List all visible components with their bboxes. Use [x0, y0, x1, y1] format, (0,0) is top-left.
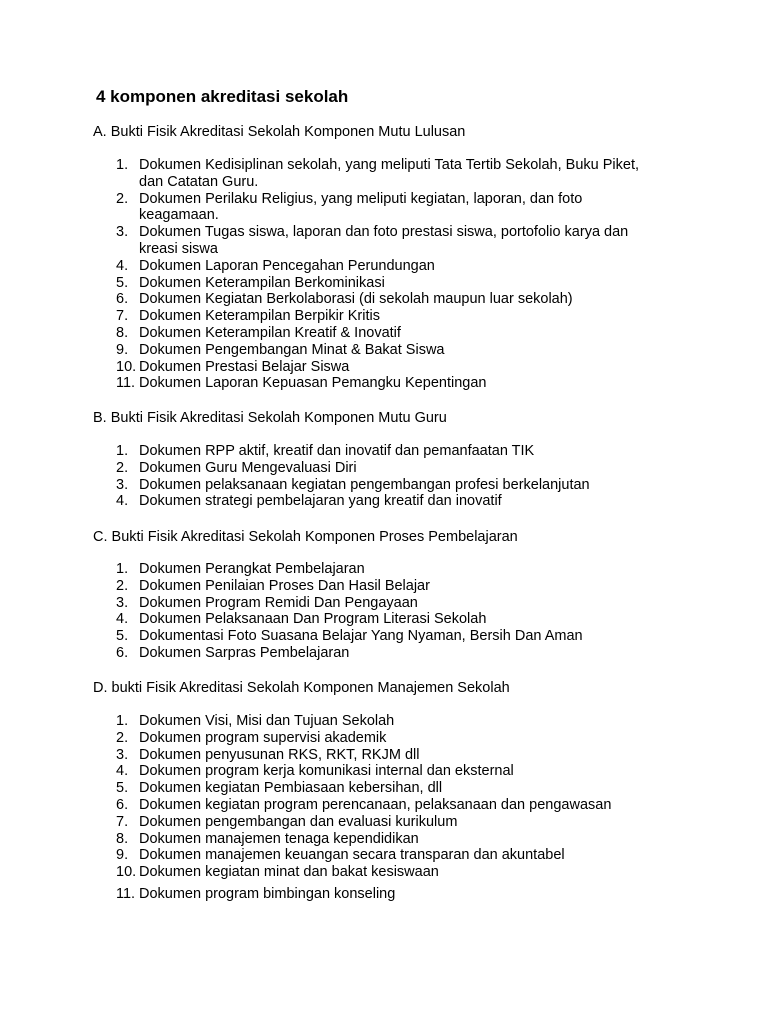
- item-number: 11.: [116, 375, 136, 392]
- item-number: 9.: [116, 341, 129, 358]
- item-number: 6.: [116, 644, 129, 661]
- item-text: Dokumen program bimbingan konseling: [139, 885, 396, 902]
- item-text: Dokumen manajemen tenaga kependidikan: [139, 830, 419, 847]
- item-text: Dokumen manajemen keuangan secara transparan dan akuntabel: [139, 847, 565, 864]
- list-item: [0, 578, 768, 595]
- item-text: Dokumen Keterampilan Kreatif & Inovatif: [139, 324, 401, 341]
- item-text: Dokumen Kegiatan Berkolaborasi (di sekolah maupun luar sekolah): [139, 291, 573, 308]
- list-item: [0, 831, 768, 848]
- list-item: [0, 561, 768, 578]
- item-text: Dokumen pengembangan dan evaluasi kurikulum: [139, 813, 458, 830]
- list-item: [0, 224, 768, 258]
- list-item: [0, 493, 768, 510]
- item-text: Dokumen RPP aktif, kreatif dan inovatif dan pemanfaatan TIK: [139, 443, 535, 459]
- item-number: 11.: [116, 885, 136, 902]
- item-number: 8.: [116, 830, 129, 847]
- page-title: 4 komponen akreditasi sekolah: [96, 87, 349, 106]
- item-text: Dokumen kegiatan program perencanaan, pelaksanaan dan pengawasan: [139, 796, 612, 813]
- list-item: [0, 325, 768, 342]
- list-item: [0, 886, 768, 903]
- item-text: Dokumen Tugas siswa, laporan dan foto prestasi siswa, portofolio karya dan kreasi siswa: [139, 224, 629, 257]
- list-item: [0, 157, 768, 191]
- item-text: Dokumen program kerja komunikasi internal dan eksternal: [139, 763, 514, 780]
- section-list-d: [0, 713, 768, 903]
- item-number: 7.: [116, 308, 129, 325]
- item-text: Dokumen Laporan Pencegahan Perundungan: [139, 257, 435, 274]
- list-item: [0, 814, 768, 831]
- list-item: [0, 780, 768, 797]
- item-number: 4.: [116, 763, 129, 780]
- list-item: [0, 730, 768, 747]
- item-text: Dokumen Kedisiplinan sekolah, yang meliputi Tata Tertib Sekolah, Buku Piket, dan Catatan Guru.: [139, 157, 640, 190]
- list-item: [0, 763, 768, 780]
- item-number: 4.: [116, 611, 129, 628]
- item-number: 2.: [116, 190, 129, 207]
- item-text: Dokumen penyusunan RKS, RKT, RKJM dll: [139, 746, 420, 763]
- section-heading-b: B. Bukti Fisik Akreditasi Sekolah Komponen Mutu Guru: [93, 410, 447, 426]
- item-text: Dokumen Sarpras Pembelajaran: [139, 644, 350, 661]
- item-text: Dokumen Laporan Kepuasan Pemangku Kepentingan: [139, 375, 487, 392]
- item-number: 5.: [116, 780, 129, 797]
- item-number: 7.: [116, 813, 129, 830]
- item-text: Dokumen Guru Mengevaluasi Diri: [139, 459, 357, 476]
- item-text: Dokumen Pengembangan Minat & Bakat Siswa: [139, 341, 445, 358]
- item-text: Dokumen strategi pembelajaran yang kreatif dan inovatif: [139, 493, 502, 510]
- item-number: 2.: [116, 729, 129, 746]
- item-text: Dokumen Perilaku Religius, yang meliputi kegiatan, laporan, dan foto keagamaan.: [139, 190, 583, 224]
- item-number: 3.: [116, 476, 129, 493]
- item-text: Dokumen kegiatan Pembiasaan kebersihan, dll: [139, 780, 443, 797]
- item-text: Dokumen Pelaksanaan Dan Program Literasi Sekolah: [139, 611, 487, 628]
- section-heading-a: A. Bukti Fisik Akreditasi Sekolah Komponen Mutu Lulusan: [93, 124, 466, 140]
- item-number: 6.: [116, 796, 129, 813]
- section-list-a: [0, 157, 768, 392]
- item-text: Dokumen Visi, Misi dan Tujuan Sekolah: [139, 713, 395, 729]
- section-list-b: [0, 443, 768, 510]
- list-item: [0, 747, 768, 764]
- item-text: Dokumen Penilaian Proses Dan Hasil Belajar: [139, 577, 430, 594]
- item-number: 6.: [116, 291, 129, 308]
- list-item: [0, 342, 768, 359]
- item-number: 4.: [116, 257, 129, 274]
- list-item: [0, 258, 768, 275]
- item-text: Dokumen kegiatan minat dan bakat kesiswaan: [139, 864, 439, 881]
- list-item: [0, 713, 768, 730]
- item-number: 3.: [116, 594, 129, 611]
- item-text: Dokumen program supervisi akademik: [139, 729, 387, 746]
- list-item: [0, 375, 768, 392]
- list-item: [0, 191, 768, 225]
- list-item: [0, 443, 768, 460]
- list-item: [0, 275, 768, 292]
- item-number: 8.: [116, 324, 129, 341]
- list-item: [0, 645, 768, 662]
- item-number: 2.: [116, 459, 129, 476]
- item-number: 1.: [116, 443, 129, 459]
- section-list-c: [0, 561, 768, 662]
- list-item: [0, 628, 768, 645]
- item-text: Dokumentasi Foto Suasana Belajar Yang Nyaman, Bersih Dan Aman: [139, 628, 583, 645]
- item-number: 3.: [116, 224, 129, 241]
- list-item: [0, 359, 768, 376]
- section-heading-d: D. bukti Fisik Akreditasi Sekolah Komponen Manajemen Sekolah: [93, 680, 510, 696]
- item-number: 9.: [116, 847, 129, 864]
- item-text: Dokumen Prestasi Belajar Siswa: [139, 358, 350, 375]
- list-item: [0, 308, 768, 325]
- list-item: [0, 291, 768, 308]
- item-number: 10.: [116, 864, 137, 881]
- list-item: [0, 864, 768, 881]
- list-item: [0, 611, 768, 628]
- list-item: [0, 595, 768, 612]
- list-item: [0, 797, 768, 814]
- list-item: [0, 477, 768, 494]
- item-number: 1.: [116, 157, 129, 173]
- item-number: 5.: [116, 274, 129, 291]
- item-text: Dokumen Program Remidi Dan Pengayaan: [139, 594, 418, 611]
- item-number: 1.: [116, 713, 129, 729]
- item-text: Dokumen Keterampilan Berkominikasi: [139, 274, 385, 291]
- list-item: [0, 460, 768, 477]
- item-text: Dokumen pelaksanaan kegiatan pengembangan profesi berkelanjutan: [139, 476, 590, 493]
- section-heading-c: C. Bukti Fisik Akreditasi Sekolah Komponen Proses Pembelajaran: [93, 529, 518, 545]
- item-text: Dokumen Keterampilan Berpikir Kritis: [139, 308, 380, 325]
- item-number: 10.: [116, 358, 137, 375]
- item-number: 5.: [116, 628, 129, 645]
- item-number: 3.: [116, 746, 129, 763]
- list-item: [0, 847, 768, 864]
- item-number: 1.: [116, 561, 129, 577]
- item-number: 4.: [116, 493, 129, 510]
- item-text: Dokumen Perangkat Pembelajaran: [139, 561, 365, 577]
- item-number: 2.: [116, 577, 129, 594]
